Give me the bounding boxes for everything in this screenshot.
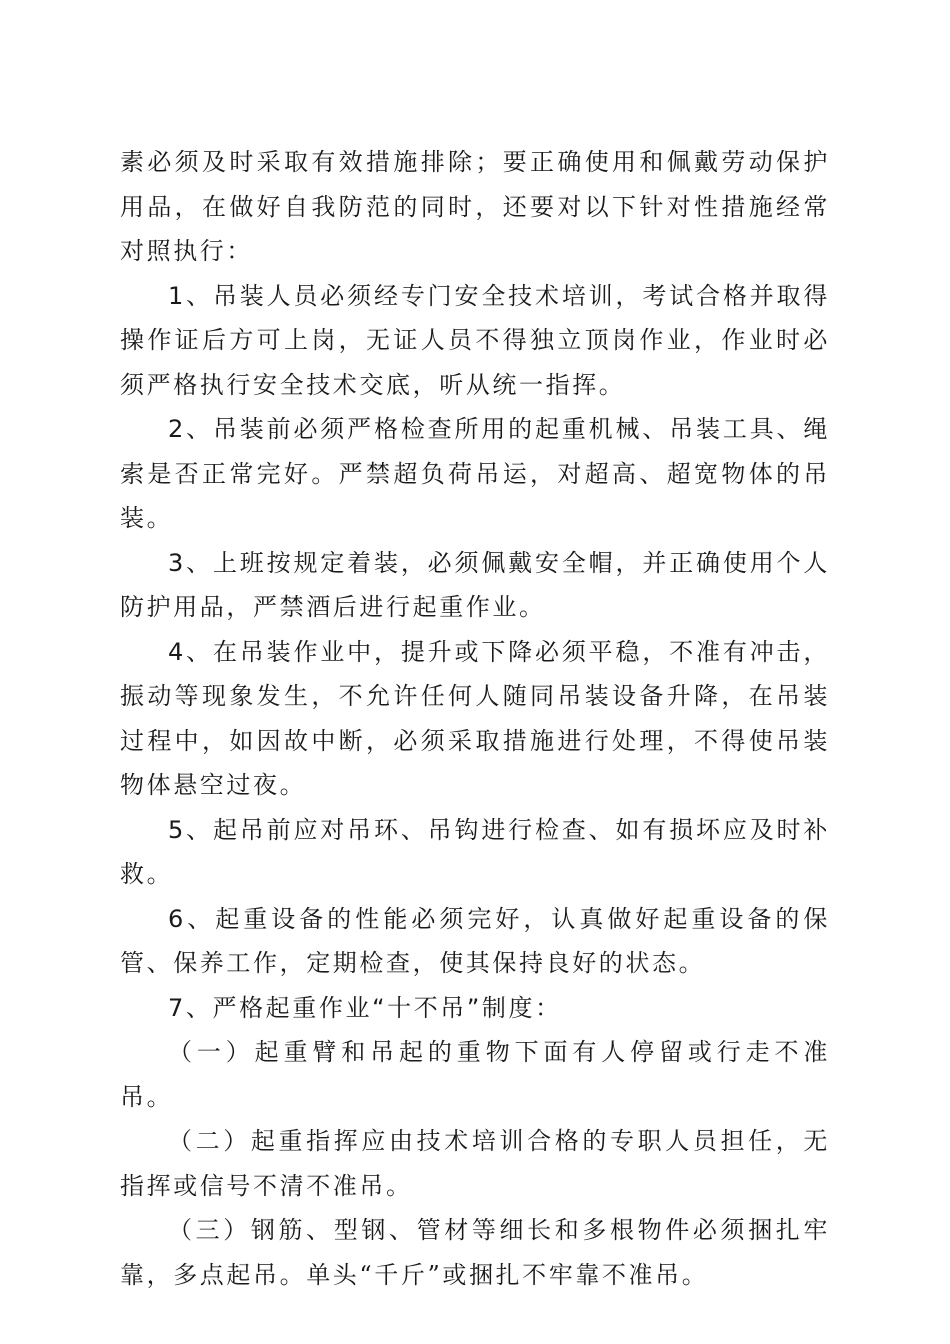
sub-item-2: （二）起重指挥应由技术培训合格的专职人员担任，无指挥或信号不清不准吊。 [120, 1127, 830, 1200]
paragraph-item-3: 3、上班按规定着装，必须佩戴安全帽，并正确使用个人防护用品，严禁酒后进行起重作业。 [120, 548, 830, 621]
sub-item-3: （三）钢筋、型钢、管材等细长和多根物件必须捆扎牢靠，多点起吊。单头“千斤”或捆扎不牢靠不准吊。 [120, 1216, 830, 1289]
paragraph-item-5: 5、起吊前应对吊环、吊钩进行检查、如有损坏应及时补救。 [120, 815, 830, 888]
paragraph-item-7: 7、严格起重作业“十不吊”制度： [168, 993, 562, 1022]
sub-item-1: （一）起重臂和吊起的重物下面有人停留或行走不准吊。 [120, 1038, 830, 1111]
paragraph-item-2: 2、吊装前必须严格检查所用的起重机械、吊装工具、绳索是否正常完好。严禁超负荷吊运，对超高、超宽物体的吊装。 [120, 415, 830, 532]
paragraph-item-6: 6、起重设备的性能必须完好，认真做好起重设备的保管、保养工作，定期检查，使其保持良好的状态。 [120, 904, 830, 977]
paragraph-item-4: 4、在吊装作业中，提升或下降必须平稳，不准有冲击，振动等现象发生，不允许任何人随同吊装设备升降，在吊装过程中，如因故中断，必须采取措施进行处理，不得使吊装物体悬空过夜。 [120, 637, 830, 799]
paragraph-continuation: 素必须及时采取有效措施排除；要正确使用和佩戴劳动保护用品，在做好自我防范的同时，还要对以下针对性措施经常对照执行： [120, 148, 830, 265]
paragraph-item-1: 1、吊装人员必须经专门安全技术培训，考试合格并取得操作证后方可上岗，无证人员不得独立顶岗作业，作业时必须严格执行安全技术交底，听从统一指挥。 [120, 281, 830, 399]
document-body [120, 140, 830, 1297]
